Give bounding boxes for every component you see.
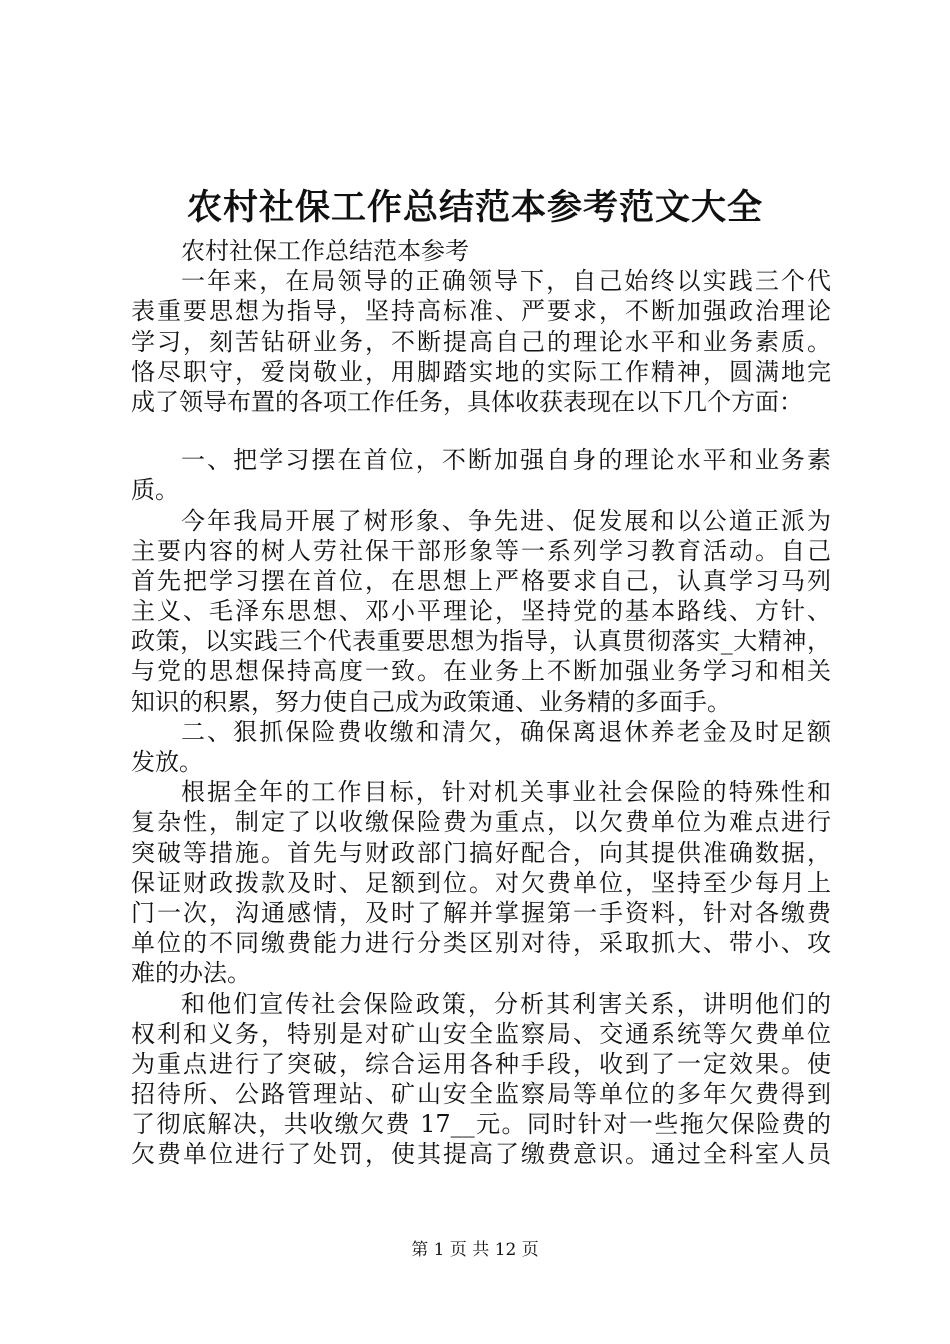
text-line: 农村社保工作总结范本参考 [181,237,469,265]
text-line: 欠费单位进行了处罚，使其提高了缴费意识。通过全科室人员 [131,1140,831,1169]
text-line: 表重要思想为指导，坚持高标准、严要求，不断加强政治理论 [131,297,831,326]
text-line: 政策，以实践三个代表重要思想为指导，认真贯彻落实_大精神， [131,627,831,656]
text-line: 主要内容的树人劳社保干部形象等一系列学习教育活动。自己 [131,536,831,565]
text-line: 了彻底解决，共收缴欠费 17__元。同时针对一些拖欠保险费的 [131,1110,831,1139]
text-line: 恪尽职守，爱岗敬业，用脚踏实地的实际工作精神，圆满地完 [131,357,831,386]
text-line: 根据全年的工作目标，针对机关事业社会保险的特殊性和 [181,778,831,807]
text-line: 今年我局开展了树形象、争先进、促发展和以公道正派为 [181,506,831,535]
text-line: 二、狠抓保险费收缴和清欠，确保离退休养老金及时足额 [181,717,831,746]
text-line: 门一次，沟通感情，及时了解并掌握第一手资料，针对各缴费 [131,898,831,927]
document-body [131,236,831,1170]
text-line: 知识的积累，努力使自己成为政策通、业务精的多面手。 [131,687,731,716]
text-line: 质。 [131,476,179,505]
text-line: 为重点进行了突破，综合运用各种手段，收到了一定效果。使 [131,1049,831,1078]
text-line: 保证财政拨款及时、足额到位。对欠费单位，坚持至少每月上 [131,868,831,897]
document-title: 农村社保工作总结范本参考范文大全 [186,187,763,228]
text-line: 一、把学习摆在首位，不断加强自身的理论水平和业务素 [181,446,831,475]
text-line: 一年来，在局领导的正确领导下，自己始终以实践三个代 [181,267,831,296]
text-line: 复杂性，制定了以收缴保险费为重点，以欠费单位为难点进行 [131,808,831,837]
text-line: 学习，刻苦钻研业务，不断提高自己的理论水平和业务素质。 [131,327,831,356]
text-line: 和他们宣传社会保险政策，分析其利害关系，讲明他们的 [181,989,831,1018]
page-footer: 第 1 页 共 12 页 [411,1240,539,1260]
text-line: 权利和义务，特别是对矿山安全监察局、交通系统等欠费单位 [131,1019,831,1048]
text-line: 与党的思想保持高度一致。在业务上不断加强业务学习和相关 [131,657,831,686]
text-line: 难的办法。 [131,959,251,988]
text-line: 发放。 [131,748,203,776]
text-line: 招待所、公路管理站、矿山安全监察局等单位的多年欠费得到 [131,1080,831,1109]
text-line: 成了领导布置的各项工作任务，具体收获表现在以下几个方面： [131,387,803,416]
text-line: 主义、毛泽东思想、邓小平理论，坚持党的基本路线、方针、 [131,597,831,626]
text-line: 突破等措施。首先与财政部门搞好配合，向其提供准确数据， [131,838,831,867]
blank-line [131,417,831,445]
text-line: 单位的不同缴费能力进行分类区别对待，采取抓大、带小、攻 [131,929,831,958]
text-line: 首先把学习摆在首位，在思想上严格要求自己，认真学习马列 [131,566,831,595]
